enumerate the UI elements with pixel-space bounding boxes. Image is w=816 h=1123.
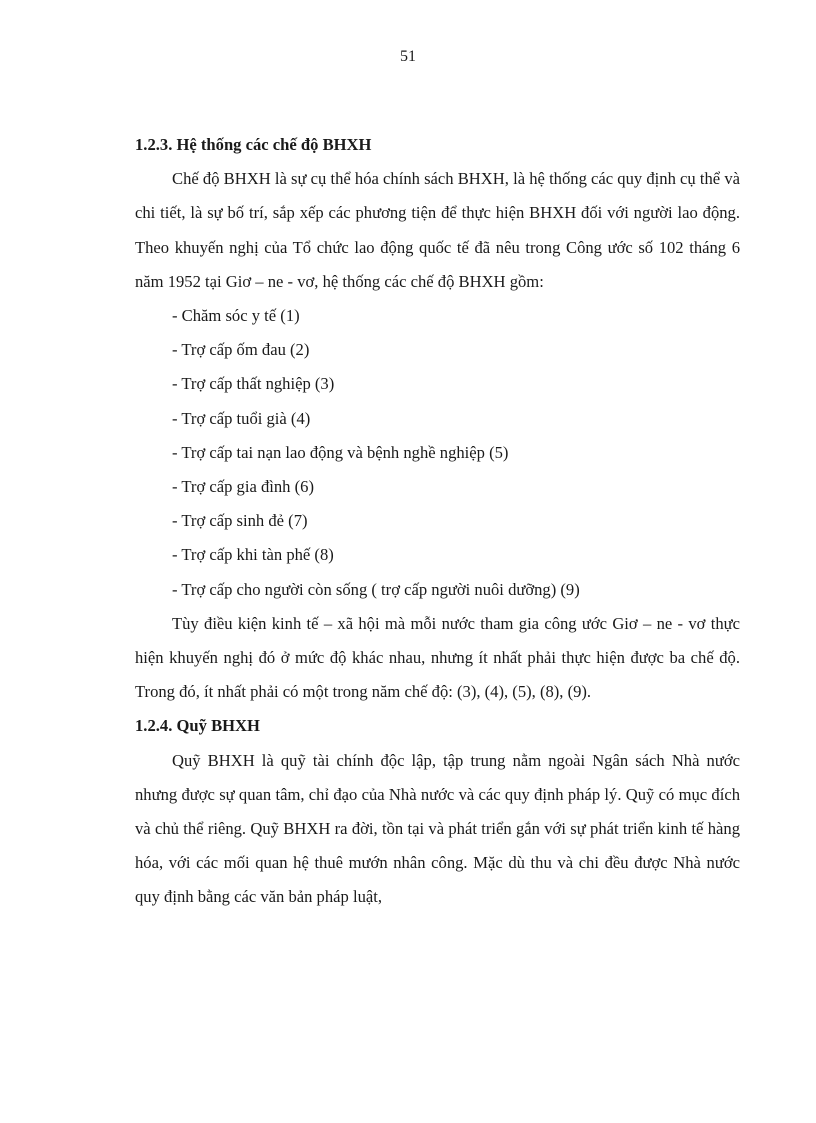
page-number: 51: [400, 48, 416, 65]
conclusion-paragraph: Tùy điều kiện kinh tế – xã hội mà mỗi nước tham gia công ước Giơ – ne - vơ thực hiện khuyến nghị đó ở mức độ khác nhau, nhưng ít nhất phải thực hiện được ba chế độ. Trong đó, ít nhất phải có một trong năm chế độ: (3), (4), (5), (8), (9).: [135, 613, 740, 702]
list-item: - Trợ cấp gia đình (6): [172, 477, 314, 497]
document-body: [135, 128, 740, 915]
list-item: - Trợ cấp sinh đẻ (7): [172, 511, 308, 531]
list-item: - Trợ cấp tai nạn lao động và bệnh nghề nghiệp (5): [172, 442, 509, 462]
benefit-list: [135, 299, 740, 607]
list-item: - Trợ cấp cho người còn sống ( trợ cấp người nuôi dưỡng) (9): [172, 579, 580, 599]
list-item: - Trợ cấp tuổi già (4): [172, 408, 311, 428]
list-item: - Trợ cấp ốm đau (2): [172, 340, 310, 360]
list-item: - Trợ cấp thất nghiệp (3): [172, 374, 335, 394]
list-item: - Trợ cấp khi tàn phế (8): [172, 545, 334, 565]
section-heading-1-2-4: 1.2.4. Quỹ BHXH: [135, 716, 260, 736]
section-heading-1-2-3: 1.2.3. Hệ thống các chế độ BHXH: [135, 135, 372, 154]
intro-paragraph: Chế độ BHXH là sự cụ thể hóa chính sách BHXH, là hệ thống các quy định cụ thể và chi tiết, là sự bố trí, sắp xếp các phương tiện để thực hiện BHXH đối với người lao động. Theo khuyến nghị của Tổ chức lao động quốc tế đã nêu trong Công ước số 102 tháng 6 năm 1952 tại Giơ – ne - vơ, hệ thống các chế độ BHXH gồm:: [135, 169, 740, 291]
list-item: - Chăm sóc y tế (1): [172, 306, 300, 326]
fund-paragraph: Quỹ BHXH là quỹ tài chính độc lập, tập trung nằm ngoài Ngân sách Nhà nước nhưng được sự quan tâm, chỉ đạo của Nhà nước và các quy định pháp lý. Quỹ có mục đích và chủ thể riêng. Quỹ BHXH ra đời, tồn tại và phát triển gắn với sự phát triển kinh tế hàng hóa, với các mối quan hệ thuê mướn nhân công. Mặc dù thu và chi đều được Nhà nước quy định bằng các văn bản pháp luật,: [135, 750, 740, 907]
